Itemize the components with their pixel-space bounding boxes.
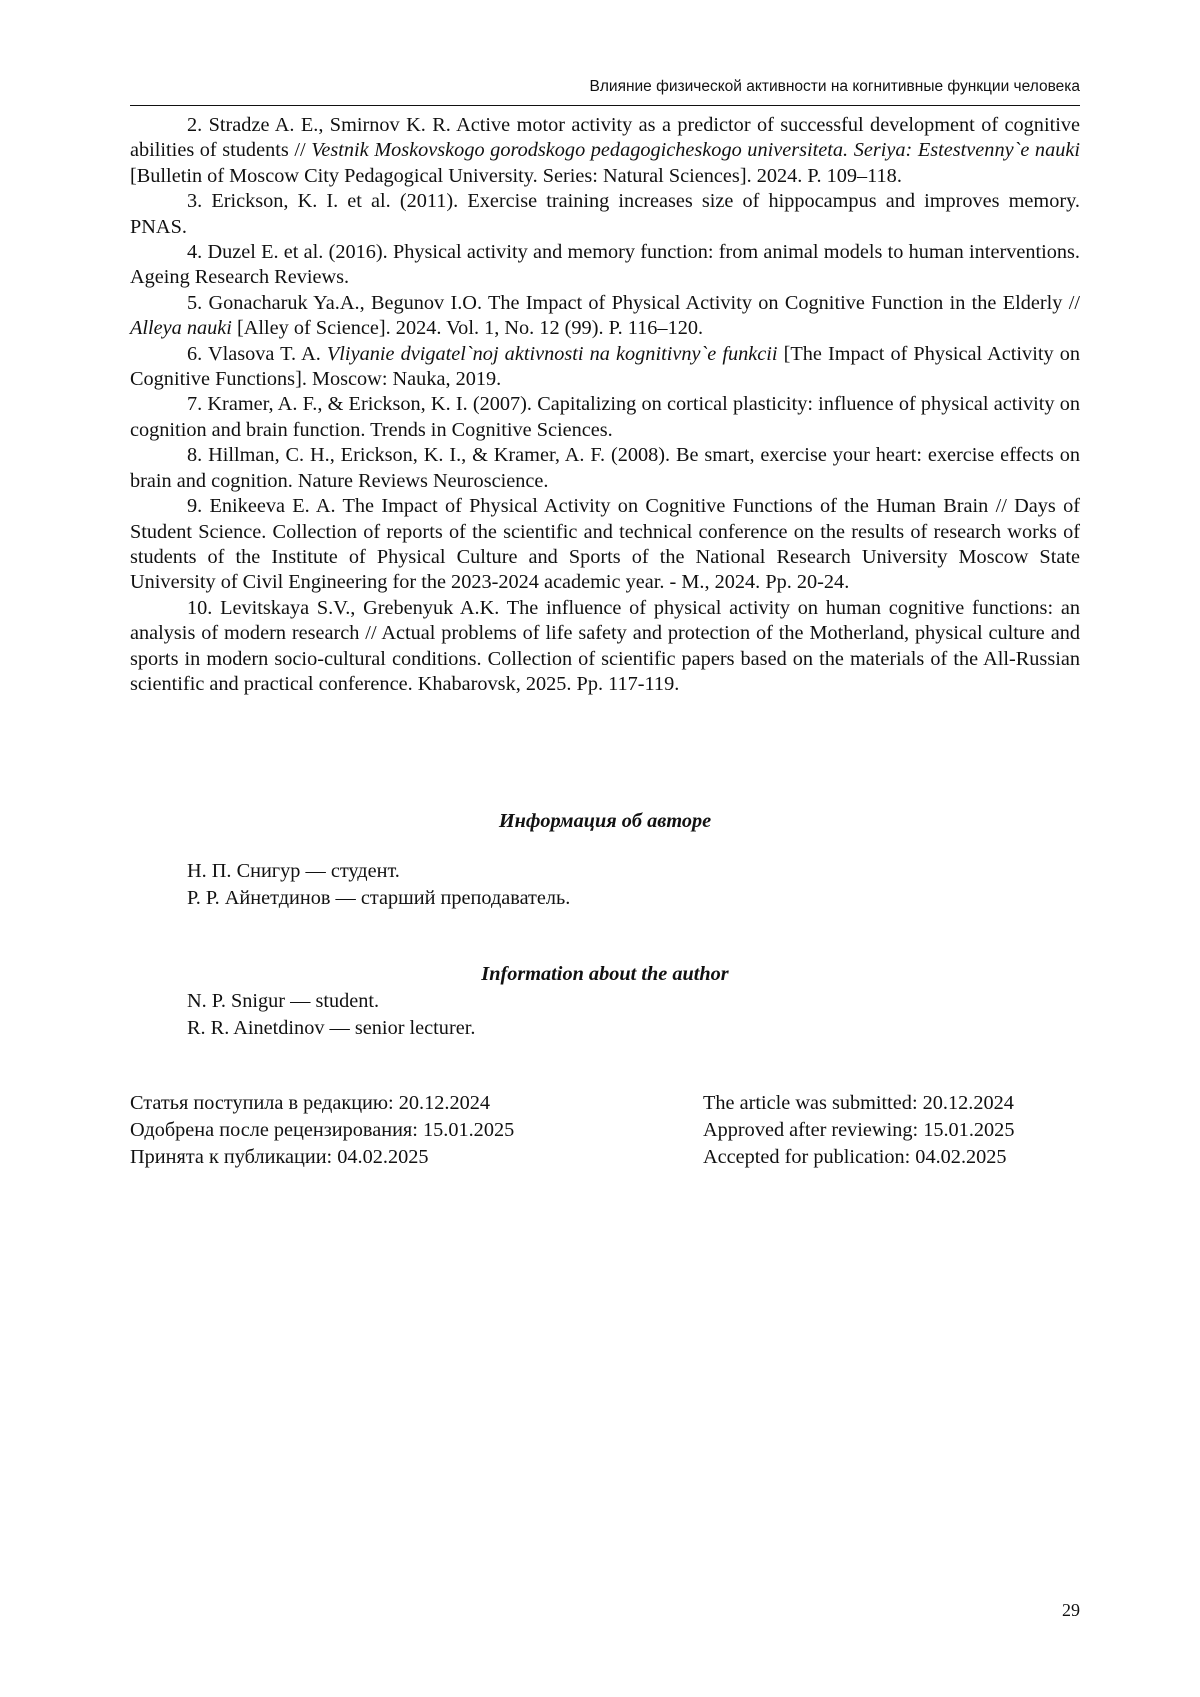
reference-text: Enikeeva E. A. The Impact of Physical Activity on Cognitive Functions of the Human Brain // Days of Student Science. Collection of reports of the scientific and technical conference on the results of research works of students of the Institute of Physical Culture and Sports of the National Research University Moscow State University of Civil Engineering for the 2023-2024 academic year. - M., 2024. Pp. 20-24. — [130, 495, 1080, 594]
reference-text: Hillman, C. H., Erickson, K. I., & Kramer, A. F. (2008). Be smart, exercise your heart: exercise effects on brain and cognition. Nature Reviews Neuroscience. — [130, 444, 1080, 492]
dates-block-ru — [130, 1090, 514, 1171]
author-info-heading-en: Information about the author — [481, 963, 729, 985]
reference-item — [130, 342, 1080, 393]
reference-title-italic: Vliyanie dvigatel`noj aktivnosti na kognitivny`e funkcii — [326, 342, 778, 365]
reference-number: 4. — [187, 241, 203, 264]
author-line-ru: Р. Р. Айнетдинов — старший преподаватель. — [187, 887, 571, 909]
author-info-heading-ru: Информация об авторе — [498, 810, 712, 832]
reference-title-italic: Alleya nauki — [130, 317, 232, 340]
reference-item — [130, 392, 1080, 443]
author-line-en: N. P. Snigur — student. — [187, 990, 380, 1012]
date-approved-en: Approved after reviewing: 15.01.2025 — [703, 1119, 1015, 1141]
author-line-en: R. R. Ainetdinov — senior lecturer. — [187, 1017, 476, 1039]
running-header: Влияние физической активности на когнитивные функции человека — [589, 78, 1080, 95]
reference-title-italic: Vestnik Moskovskogo gorodskogo pedagogicheskogo universiteta. Seriya: Estestvenny`e nauki — [311, 139, 1080, 162]
date-accepted-ru: Принята к публикации: 04.02.2025 — [130, 1146, 429, 1168]
reference-number: 9. — [187, 495, 203, 518]
reference-text: Stradze A. E., Smirnov K. R. Active motor activity as a predictor of successful development of cognitive abilities of students // — [130, 114, 1080, 162]
reference-text: Vlasova T. A. — [202, 342, 327, 365]
date-submitted-en: The article was submitted: 20.12.2024 — [703, 1092, 1014, 1114]
reference-number: 5. — [187, 291, 203, 314]
reference-list — [130, 113, 1080, 697]
reference-item — [130, 291, 1080, 342]
dates-block-en — [703, 1090, 1014, 1171]
reference-number: 10. — [187, 596, 213, 619]
reference-item — [130, 596, 1080, 698]
reference-number: 3. — [187, 190, 203, 213]
reference-text: Levitskaya S.V., Grebenyuk A.K. The influence of physical activity on human cognitive functions: an analysis of modern research // Actual problems of life safety and protection of the Motherland, physical culture and sports in modern socio-cultural conditions. Collection of scientific papers based on the materials of the All-Russian scientific and practical conference. Khabarovsk, 2025. Pp. 117-119. — [130, 596, 1080, 695]
header-rule — [130, 105, 1080, 106]
reference-item — [130, 494, 1080, 596]
reference-text: Duzel E. et al. (2016). Physical activity and memory function: from animal models to human interventions. Ageing Research Reviews. — [130, 241, 1080, 289]
reference-item — [130, 240, 1080, 291]
reference-item — [130, 443, 1080, 494]
reference-text-tail: [Alley of Science]. 2024. Vol. 1, No. 12 (99). P. 116–120. — [231, 317, 704, 340]
reference-item — [130, 113, 1080, 189]
reference-text-tail: [The Impact of Physical Activity on Cognitive Functions]. Moscow: Nauka, 2019. — [130, 342, 1080, 391]
reference-text: Gonacharuk Ya.A., Begunov I.O. The Impact of Physical Activity on Cognitive Function in the Elderly // — [202, 291, 1080, 314]
page-number: 29 — [1062, 1600, 1080, 1620]
reference-text-tail: [Bulletin of Moscow City Pedagogical University. Series: Natural Sciences]. 2024. P. 109–118. — [130, 164, 902, 187]
author-line-ru: Н. П. Снигур — студент. — [187, 860, 400, 882]
reference-number: 6. — [187, 342, 203, 365]
reference-text: Kramer, A. F., & Erickson, K. I. (2007). Capitalizing on cortical plasticity: influence of physical activity on cognition and brain function. Trends in Cognitive Sciences. — [130, 393, 1080, 441]
reference-item — [130, 189, 1080, 240]
reference-number: 7. — [187, 393, 203, 416]
date-approved-ru: Одобрена после рецензирования: 15.01.2025 — [130, 1119, 515, 1141]
reference-number: 8. — [187, 444, 203, 467]
date-submitted-ru: Статья поступила в редакцию: 20.12.2024 — [130, 1092, 491, 1114]
date-accepted-en: Accepted for publication: 04.02.2025 — [703, 1146, 1007, 1168]
reference-number: 2. — [187, 114, 203, 136]
reference-text: Erickson, K. I. et al. (2011). Exercise training increases size of hippocampus and improves memory. PNAS. — [130, 190, 1080, 238]
